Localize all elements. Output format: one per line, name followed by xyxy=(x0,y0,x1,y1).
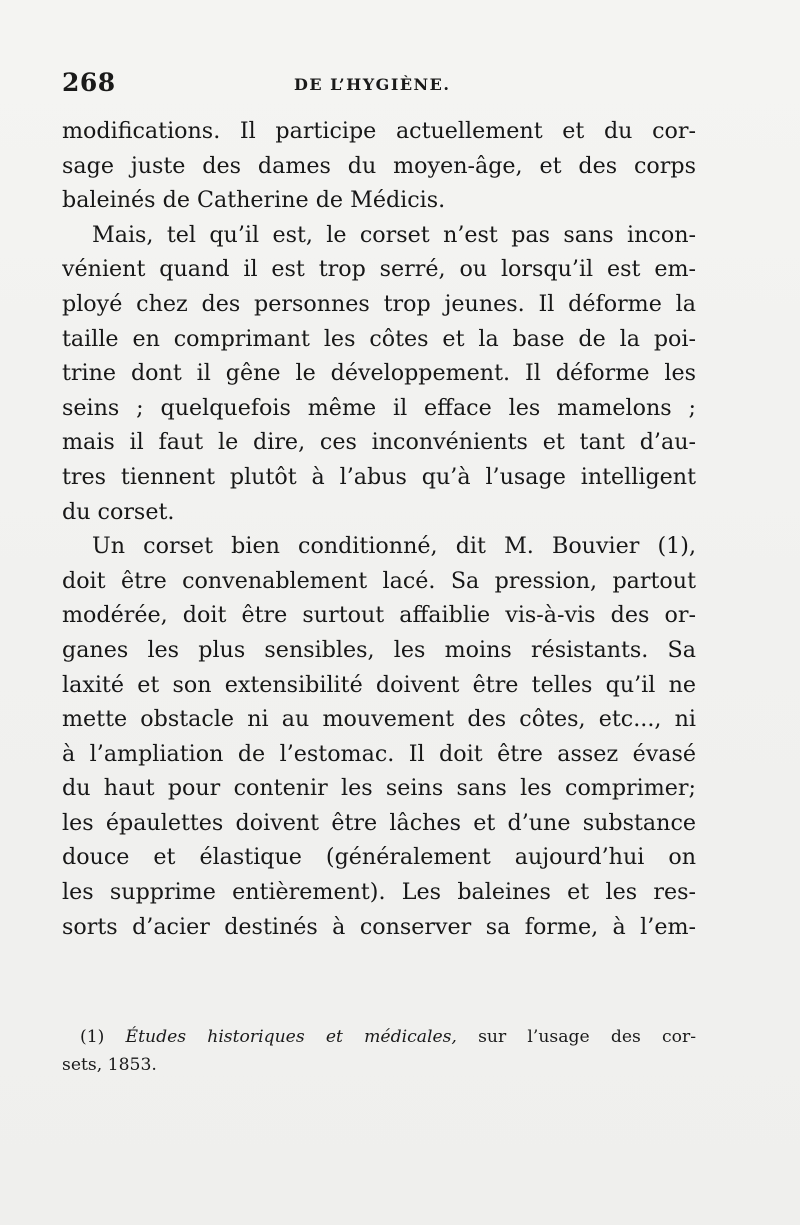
text-line: douce et élastique (généralement aujourd’hui on xyxy=(62,844,696,871)
text-line: taille en comprimant les côtes et la base de la poi- xyxy=(62,325,696,352)
paragraph-1 xyxy=(62,114,696,218)
page-number: 268 xyxy=(62,68,116,97)
text-line: seins ; quelquefois même il efface les mamelons ; xyxy=(62,394,696,421)
text-line: mette obstacle ni au mouvement des côtes, etc..., ni xyxy=(62,706,696,733)
text-line: sage juste des dames du moyen-âge, et des corps xyxy=(62,152,696,179)
text-line: baleinés de Catherine de Médicis. xyxy=(62,187,446,214)
text-line: mais il faut le dire, ces inconvénients et tant d’au- xyxy=(62,429,696,456)
running-head: DE L’HYGIÈNE. xyxy=(294,75,451,94)
footnote-marker: (1) xyxy=(80,1027,105,1047)
text-line: Mais, tel qu’il est, le corset n’est pas sans incon- xyxy=(92,221,696,248)
text-line: modifications. Il participe actuellement et du cor- xyxy=(62,118,696,144)
text-line: doit être convenablement lacé. Sa pression, partout xyxy=(62,567,696,594)
text-line: tres tiennent plutôt à l’abus qu’à l’usage intelligent xyxy=(62,463,696,490)
text-line: modérée, doit être surtout affaiblie vis-à-vis des or- xyxy=(62,602,696,629)
footnote-title: Études historiques et médicales, xyxy=(125,1027,457,1047)
footnote-line xyxy=(62,1023,696,1051)
paragraph-3 xyxy=(62,529,696,944)
footnote-text: sur l’usage des cor- xyxy=(456,1027,696,1047)
text-line: à l’ampliation de l’estomac. Il doit être assez évasé xyxy=(62,740,696,767)
page-header xyxy=(62,66,696,106)
text-line: Un corset bien conditionné, dit M. Bouvier (1), xyxy=(92,533,696,560)
text-line: ganes les plus sensibles, les moins résistants. Sa xyxy=(62,636,696,663)
text-line: du corset. xyxy=(62,498,175,525)
text-line: trine dont il gêne le développement. Il déforme les xyxy=(62,360,696,387)
text-line: du haut pour contenir les seins sans les comprimer; xyxy=(62,775,696,802)
text-line: sorts d’acier destinés à conserver sa forme, à l’em- xyxy=(62,913,696,940)
paragraph-2 xyxy=(62,218,696,529)
footnote-line: sets, 1853. xyxy=(62,1055,157,1075)
text-line: les épaulettes doivent être lâches et d’une substance xyxy=(62,809,696,836)
text-line: laxité et son extensibilité doivent être telles qu’il ne xyxy=(62,671,696,698)
footnote xyxy=(62,1023,696,1079)
text-line: vénient quand il est trop serré, ou lorsqu’il est em- xyxy=(62,256,696,283)
body-text xyxy=(62,114,696,944)
text-line: ployé chez des personnes trop jeunes. Il déforme la xyxy=(62,290,696,317)
text-line: les supprime entièrement). Les baleines et les res- xyxy=(62,879,696,906)
